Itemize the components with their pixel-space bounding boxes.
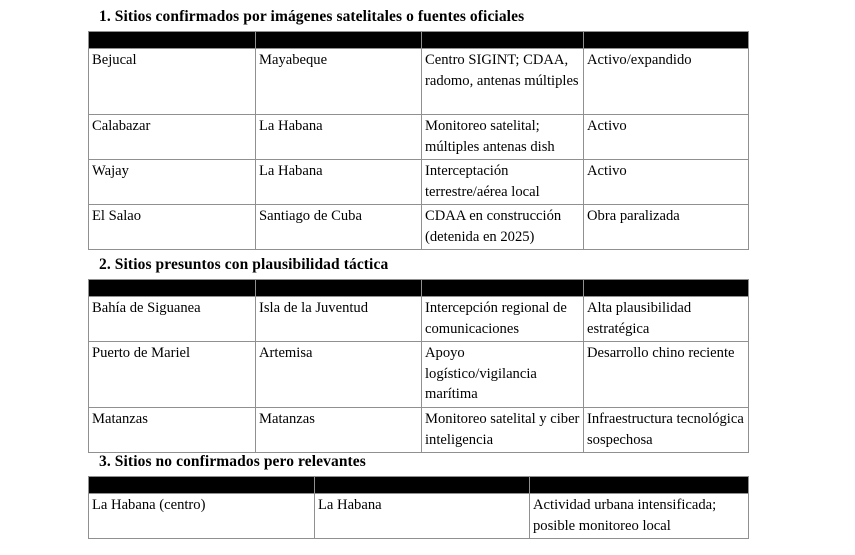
table-row <box>89 115 749 160</box>
cell-description: Actividad urbana intensificada; posible monitoreo local <box>530 494 749 539</box>
cell-site: Bejucal <box>89 49 256 115</box>
header-cell-description <box>422 280 584 297</box>
table-row <box>89 297 749 342</box>
table-row <box>89 494 749 539</box>
table-row <box>89 160 749 205</box>
header-cell-site <box>89 32 256 49</box>
cell-status: Activo/expandido <box>584 49 749 115</box>
cell-province: Matanzas <box>256 408 422 453</box>
cell-site: Matanzas <box>89 408 256 453</box>
cell-status: Desarrollo chino reciente <box>584 342 749 408</box>
cell-province: Santiago de Cuba <box>256 205 422 250</box>
header-cell-site <box>89 280 256 297</box>
header-cell-province <box>256 32 422 49</box>
cell-description: Monitoreo satelital y ciber inteligencia <box>422 408 584 453</box>
cell-description: Apoyo logístico/vigilancia marítima <box>422 342 584 408</box>
cell-status: Obra paralizada <box>584 205 749 250</box>
section-confirmed-sites <box>0 8 855 250</box>
cell-province: La Habana <box>256 115 422 160</box>
cell-description: Centro SIGINT; CDAA, radomo, antenas múltiples <box>422 49 584 115</box>
cell-status: Activo <box>584 115 749 160</box>
table-presumed-sites <box>88 279 749 453</box>
header-cell-description <box>422 32 584 49</box>
cell-description: Intercepción regional de comunicaciones <box>422 297 584 342</box>
section-heading-3: 3. Sitios no confirmados pero relevantes <box>99 453 366 470</box>
section-unconfirmed-sites <box>0 453 855 539</box>
table-row <box>89 408 749 453</box>
cell-description: Interceptación terrestre/aérea local <box>422 160 584 205</box>
table-unconfirmed-sites <box>88 476 749 539</box>
cell-site: El Salao <box>89 205 256 250</box>
cell-province: La Habana <box>256 160 422 205</box>
cell-province: La Habana <box>315 494 530 539</box>
cell-description: CDAA en construcción (detenida en 2025) <box>422 205 584 250</box>
header-cell-province <box>315 477 530 494</box>
table-confirmed-sites <box>88 31 749 250</box>
table-header-row <box>89 477 749 494</box>
cell-site: La Habana (centro) <box>89 494 315 539</box>
section-presumed-sites <box>0 256 855 453</box>
cell-status: Alta plausibilidad estratégica <box>584 297 749 342</box>
table-row <box>89 342 749 408</box>
table-header-row <box>89 280 749 297</box>
cell-status: Infraestructura tecnológica sospechosa <box>584 408 749 453</box>
table-row <box>89 49 749 115</box>
cell-site: Bahía de Siguanea <box>89 297 256 342</box>
table-row <box>89 205 749 250</box>
cell-site: Calabazar <box>89 115 256 160</box>
section-heading-2: 2. Sitios presuntos con plausibilidad táctica <box>99 256 389 273</box>
cell-province: Mayabeque <box>256 49 422 115</box>
table-header-row <box>89 32 749 49</box>
header-cell-site <box>89 477 315 494</box>
cell-province: Artemisa <box>256 342 422 408</box>
header-cell-status <box>584 280 749 297</box>
section-heading-1: 1. Sitios confirmados por imágenes satelitales o fuentes oficiales <box>99 8 525 25</box>
header-cell-status <box>584 32 749 49</box>
header-cell-province <box>256 280 422 297</box>
cell-status: Activo <box>584 160 749 205</box>
cell-site: Puerto de Mariel <box>89 342 256 408</box>
cell-province: Isla de la Juventud <box>256 297 422 342</box>
cell-site: Wajay <box>89 160 256 205</box>
cell-description: Monitoreo satelital; múltiples antenas dish <box>422 115 584 160</box>
header-cell-description <box>530 477 749 494</box>
